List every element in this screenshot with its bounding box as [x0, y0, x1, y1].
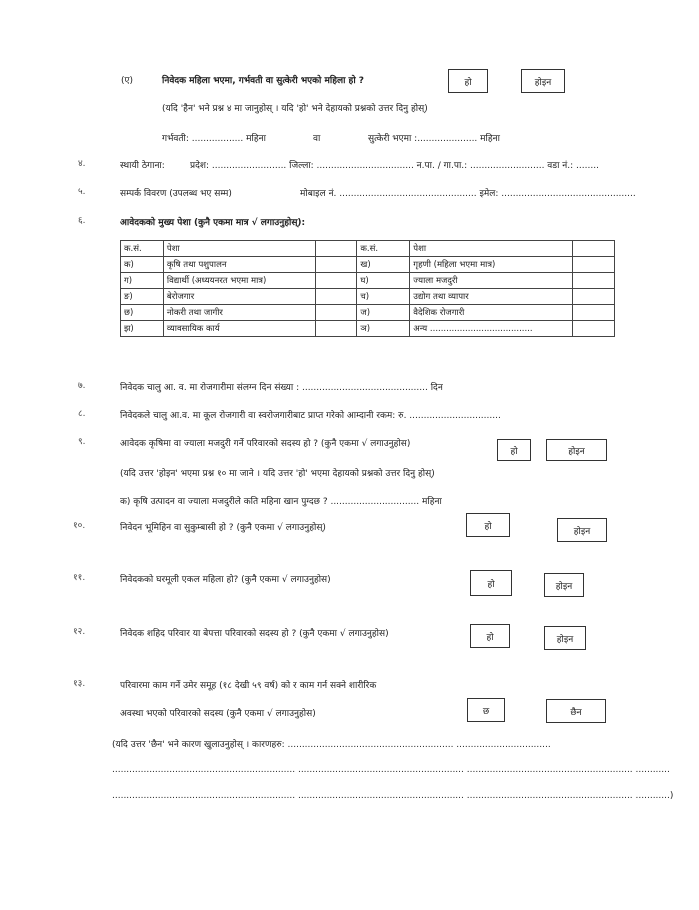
q8-text[interactable]: निवेदकले चालु आ.व. मा कूल रोजगारी वा स्वरोजगारीबाट प्राप्त गरेको आम्दानी रकम: रु. ................................	[120, 411, 501, 421]
q13-note[interactable]: (यदि उत्तर 'छैन' भने कारण खुलाउनुहोस् । कारणहरु: .......................................................... .................................	[112, 740, 551, 750]
q8-number: ८.	[78, 409, 86, 419]
row-serial: च)	[357, 289, 410, 305]
row-serial: ग)	[121, 273, 164, 289]
q13-reason-line-2[interactable]: ................................................................ .......................................................... .......................................................... ............)	[112, 791, 674, 801]
table-header-row	[121, 241, 615, 257]
row-checkbox[interactable]	[315, 289, 357, 305]
q6-label: आवेदकको मुख्य पेशा (कुनै एकमा मात्र √ लगाउनुहोस्):	[120, 218, 306, 228]
q-e-pregnant: गर्भवती: .................. महिना	[162, 134, 266, 144]
table-row	[121, 305, 615, 321]
q12-yes-box[interactable]: हो	[470, 624, 510, 648]
q9-yes-box[interactable]: हो	[497, 439, 531, 461]
q13-no-box[interactable]: छैन	[546, 699, 606, 723]
table-row	[121, 289, 615, 305]
row-occupation: कृषि तथा पशुपालन	[163, 257, 315, 273]
q11-yes-box[interactable]: हो	[470, 570, 512, 596]
row-occupation: व्यावसायिक कार्य	[163, 321, 315, 337]
header-serial-2: क.सं.	[357, 241, 410, 257]
row-serial: छ)	[121, 305, 164, 321]
row-serial: झ)	[121, 321, 164, 337]
q11-no-box[interactable]: होइन	[544, 573, 584, 597]
header-check	[315, 241, 357, 257]
row-occupation[interactable]: अन्य ......................................	[410, 321, 573, 337]
table-row	[121, 257, 615, 273]
row-serial: ज)	[357, 305, 410, 321]
q13-yes-box[interactable]: छ	[467, 698, 505, 722]
header-occupation-2: पेशा	[410, 241, 573, 257]
q-e-note: (यदि 'हैन' भने प्रश्न ४ मा जानुहोस् । यदि 'हो' भने देहायको प्रश्नको उत्तर दिनु होस्)	[162, 104, 428, 114]
row-checkbox[interactable]	[315, 305, 357, 321]
q5-label: सम्पर्क विवरण (उपलब्ध भए सम्म)	[120, 189, 232, 199]
q4-number: ४.	[78, 159, 86, 169]
q13-number: १३.	[73, 679, 86, 689]
q-e-question: निवेदक महिला भएमा, गर्भवती वा सुत्केरी भएको महिला हो ?	[162, 76, 365, 86]
row-occupation: उद्योग तथा व्यापार	[410, 289, 573, 305]
header-occupation: पेशा	[163, 241, 315, 257]
q13-question-line2: अवस्था भएको परिवारको सदस्य (कुनै एकमा √ लगाउनुहोस)	[120, 709, 316, 719]
row-checkbox[interactable]	[573, 273, 615, 289]
row-occupation: विद्यार्थी (अध्ययनरत भएमा मात्र)	[163, 273, 315, 289]
q4-address-fields[interactable]: प्रदेश: .......................... जिल्ला: .................................. न.पा. / गा.पा.: .......................... वडा नं.: ........	[190, 161, 599, 171]
q-e-no-box[interactable]: होइन	[521, 69, 565, 93]
q12-question: निवेदक शहिद परिवार या बेपत्ता परिवारको सदस्य हो ? (कुनै एकमा √ लगाउनुहोस)	[120, 629, 389, 639]
q11-number: ११.	[73, 573, 86, 583]
q12-number: १२.	[73, 627, 86, 637]
row-checkbox[interactable]	[315, 257, 357, 273]
q11-question: निवेदकको घरमूली एकल महिला हो? (कुनै एकमा √ लगाउनुहोस)	[120, 575, 331, 585]
q9-number: ९.	[78, 437, 86, 447]
q10-question: निवेदन भूमिहिन वा सुकुम्बासी हो ? (कुनै एकमा √ लगाउनुहोस्)	[120, 523, 326, 533]
q7-number: ७.	[78, 381, 86, 391]
q9-no-box[interactable]: होइन	[546, 439, 607, 461]
row-checkbox[interactable]	[573, 305, 615, 321]
q-e-postpartum: सुत्केरी भएमा :..................... महिना	[368, 134, 500, 144]
q9-note: (यदि उत्तर 'होइन' भएमा प्रश्न १० मा जाने । यदि उत्तर 'हो' भएमा देहायको प्रश्नको उत्तर दिनु होस्)	[120, 469, 435, 479]
q12-no-box[interactable]: होइन	[544, 626, 586, 650]
q7-text[interactable]: निवेदक चालु आ. व. मा रोजगारीमा संलग्न दिन संख्या : ............................................ दिन	[120, 383, 443, 393]
row-occupation: बेरोजगार	[163, 289, 315, 305]
row-occupation: गृहणी (महिला भएमा मात्र)	[410, 257, 573, 273]
row-serial: घ)	[357, 273, 410, 289]
row-occupation: वैदेशिक रोजगारी	[410, 305, 573, 321]
q10-yes-box[interactable]: हो	[466, 513, 510, 537]
row-serial: क)	[121, 257, 164, 273]
row-checkbox[interactable]	[573, 321, 615, 337]
row-checkbox[interactable]	[315, 273, 357, 289]
q9-question: आवेदक कृषिमा वा ज्याला मजदुरी गर्ने परिवारको सदस्य हो ? (कुनै एकमा √ लगाउनुहोस)	[120, 439, 411, 449]
table-row	[121, 321, 615, 337]
q10-number: १०.	[73, 521, 86, 531]
header-check-2	[573, 241, 615, 257]
row-serial: ञ)	[357, 321, 410, 337]
row-checkbox[interactable]	[573, 289, 615, 305]
q-e-yes-box[interactable]: हो	[448, 69, 488, 93]
row-checkbox[interactable]	[573, 257, 615, 273]
table-row	[121, 273, 615, 289]
row-serial: ख)	[357, 257, 410, 273]
q13-reason-line-1[interactable]: ................................................................ .......................................................... .......................................................... ............	[112, 765, 670, 775]
q5-number: ५.	[78, 187, 86, 197]
q-e-label: (ए)	[121, 76, 133, 86]
q9-sub[interactable]: क) कृषि उत्पादन वा ज्याला मजदुरीले कति महिना खान पुग्दछ ? ............................... महिना	[120, 497, 442, 507]
q6-number: ६.	[78, 216, 86, 226]
row-checkbox[interactable]	[315, 321, 357, 337]
q5-contact-fields[interactable]: मोबाइल नं. ................................................ इमेल: ...............................................	[300, 189, 636, 199]
row-occupation: नोकरी तथा जागीर	[163, 305, 315, 321]
q4-label: स्थायी ठेगाना:	[120, 161, 165, 171]
q-e-or: वा	[313, 134, 321, 144]
q13-question: परिवारमा काम गर्ने उमेर समूह (१८ देखी ५९ वर्ष) को र काम गर्न सक्ने शारीरिक	[120, 681, 377, 691]
q10-no-box[interactable]: होइन	[557, 518, 607, 542]
row-serial: ङ)	[121, 289, 164, 305]
occupation-table	[120, 240, 615, 337]
row-occupation: ज्याला मजदुरी	[410, 273, 573, 289]
header-serial: क.सं.	[121, 241, 164, 257]
